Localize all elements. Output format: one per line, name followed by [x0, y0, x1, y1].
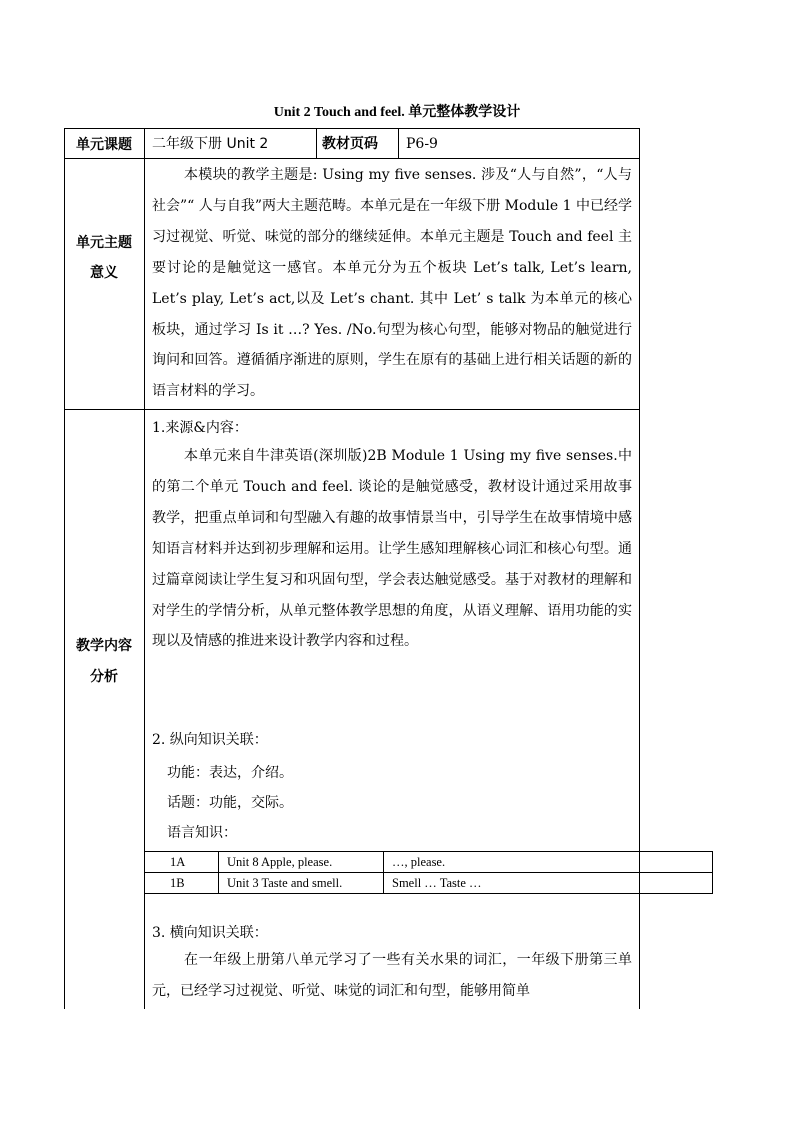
pattern-cell: Smell … Taste … — [384, 873, 713, 894]
function-line: 功能：表达，介绍。 — [167, 765, 293, 781]
horizontal-heading: 3. 横向知识关联： — [152, 925, 268, 941]
theme-paragraph: 本模块的教学主题是: Using my five senses. 涉及“人与自然”，“人与社会”“ 人与自我”两大主题范畴。本单元是在一年级下册 Module 1 中已经学习过视觉、听觉、味觉的部分的继续延伸。本单元主题是 Touch and feel 主要讨论的是触觉这一感官。本单元分为五个板块 Let’s talk, Let’s learn, Let’s play, Let’s act,以及 Let’s chant. 其中 Let’ s talk 为本单元的核心板块，通过学习 Is it …? Yes. /No.句型为核心句型，能够对物品的触觉进行询问和回答。遵循循序渐进的原则，学生在原有的基础上进行相关话题的新的语言材料的学习。 — [152, 167, 632, 400]
table-row — [145, 852, 713, 873]
row-divider-theme — [64, 409, 640, 410]
grade-unit-value: 二年级下册 Unit 2 — [152, 136, 269, 152]
header-divider-1 — [316, 128, 317, 158]
language-knowledge-line: 语言知识： — [167, 825, 237, 841]
theme-label-line2: 意义 — [90, 265, 118, 281]
knowledge-table — [144, 851, 713, 894]
document-title: Unit 2 Touch and feel. 单元整体教学设计 — [273, 105, 521, 120]
grade-cell: 1B — [145, 873, 219, 894]
source-paragraph: 本单元来自牛津英语(深圳版)2B Module 1 Using my five senses.中的第二个单元 Touch and feel. 谈论的是触觉感受，教材设计通过采用故事教学，把重点单词和句型融入有趣的故事情景当中，引导学生在故事情境中感知语言材料并达到初步理解和运用。让学生感知理解核心词汇和核心句型。通过篇章阅读让学生复习和巩固句型，学会表达触觉感受。基于对教材的理解和对学生的学情分析，从单元整体教学思想的角度，从语义理解、语用功能的实现以及情感的推进来设计教学内容和过程。 — [152, 448, 632, 650]
unit-cell: Unit 8 Apple, please. — [219, 852, 384, 873]
table-row — [145, 873, 713, 894]
page-number-value: P6-9 — [406, 136, 438, 152]
grade-cell: 1A — [145, 852, 219, 873]
page-number-label: 教材页码 — [322, 136, 378, 152]
horizontal-paragraph: 在一年级上册第八单元学习了一些有关水果的词汇，一年级下册第三单元，已经学习过视觉、听觉、味觉的词汇和句型，能够用简单 — [152, 952, 632, 999]
unit-topic-label: 单元课题 — [76, 137, 132, 153]
header-divider-2 — [398, 128, 399, 158]
unit-cell: Unit 3 Taste and smell. — [219, 873, 384, 894]
content-label-line1: 教学内容 — [76, 638, 132, 654]
source-heading: 1.来源&内容： — [152, 420, 248, 436]
pattern-cell: …, please. — [384, 852, 713, 873]
vertical-heading: 2. 纵向知识关联： — [152, 732, 268, 748]
content-label-line2: 分析 — [90, 669, 118, 685]
theme-label-line1: 单元主题 — [76, 235, 132, 251]
topic-line: 话题：功能，交际。 — [167, 795, 293, 811]
row-divider-header — [64, 158, 640, 159]
